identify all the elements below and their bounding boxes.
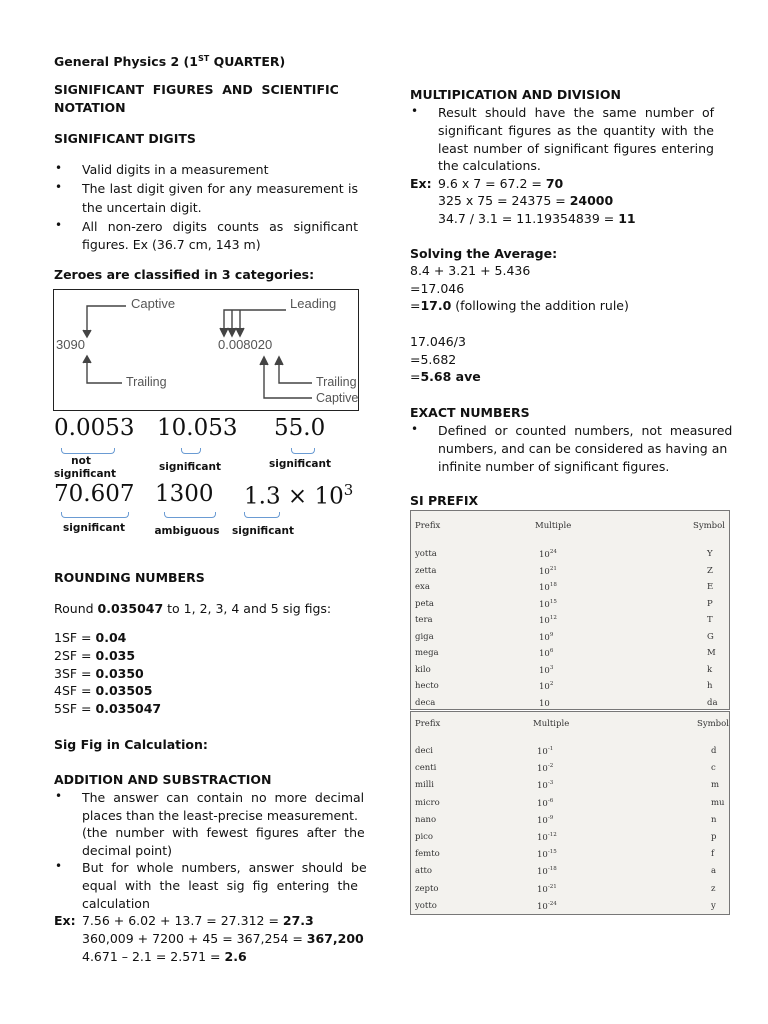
multdiv-example: 9.6 x 7 = 67.2 = 70 [434,176,564,191]
leading-label: Leading [290,296,337,311]
table-cell-multiple: $10^{-12}$ [537,832,557,843]
table-cell-prefix: exa [415,582,430,592]
table-cell-prefix: tera [415,615,433,625]
addsub-ex-label: Ex: [54,913,76,928]
bullet-dot: • [55,217,63,232]
table-cell-symbol: a [711,866,717,877]
diagram-number-0008020: 0.008020 [218,337,273,352]
example-number: 55.0 [274,415,326,441]
example-number: 10.053 [157,415,238,441]
example-number: 1300 [155,481,214,507]
table-cell-prefix: femto [415,849,440,860]
table-cell-symbol: n [711,814,717,825]
table-cell-prefix: zepto [415,883,439,894]
table-cell-prefix: mega [415,648,439,658]
table-cell-multiple: $10^{-24}$ [537,900,557,912]
rounding-row: 1SF = 0.04 [54,630,127,645]
table-cell-multiple: $10^{-9}$ [537,814,554,826]
table-cell-prefix: deci [415,746,433,756]
example-brace [61,512,129,518]
table-header-prefix: Prefix [415,521,441,531]
table-header-symbol: Symbol [693,521,725,531]
addsub-heading: ADDITION AND SUBSTRACTION [54,772,272,787]
table-cell-symbol: p [711,832,717,842]
example-label: significant [231,525,295,537]
multdiv-ex-label: Ex: [410,176,432,191]
table-cell-symbol: d [711,746,717,756]
average-result: =17.0 (following the addition rule) [410,298,629,313]
table-cell-multiple: $10^{-1}$ [537,746,554,757]
table-cell-prefix: milli [415,780,434,791]
bullet-dot: • [411,422,419,436]
zeroes-heading: Zeroes are classified in 3 categories: [54,267,315,282]
bullet-line: (the number with fewest figures after the [82,825,365,841]
captive-label-2: Captive [316,391,359,405]
table-cell-symbol: z [711,883,716,894]
rounding-heading: ROUNDING NUMBERS [54,570,205,585]
example-brace [244,512,280,518]
section-title-line-2: NOTATION [54,100,126,115]
table-cell-multiple: $10^{-3}$ [537,780,554,792]
table-header-symbol: Symbol [697,719,729,729]
table-header-multiple: Multiple [535,521,572,531]
table-cell-prefix: hecto [415,681,439,691]
addsub-example: 360,009 + 7200 + 45 = 367,254 = 367,200 [82,931,364,946]
table-cell-multiple: $10^{-2}$ [537,763,554,775]
table-cell-symbol: T [707,615,713,625]
addsub-example: 4.671 – 2.1 = 2.571 = 2.6 [82,949,247,964]
example-label: significant [268,458,332,470]
table-cell-prefix: yotto [415,900,437,911]
division-line: 17.046/3 [410,334,466,349]
table-cell-prefix: kilo [415,664,431,675]
bullet-line: the calculations. [438,158,541,174]
table-cell-prefix: micro [415,797,440,808]
table-cell-multiple: $10^{12}$ [539,615,557,626]
table-header-prefix: Prefix [415,719,441,729]
table-cell-prefix: yotta [415,549,437,559]
bullet-line: All non-zero digits counts as significant [82,218,358,234]
bullet-line: places than the least-precise measurement. [82,807,358,823]
section-title-line-1: SIGNIFICANT FIGURES AND SCIENTIFIC [54,82,339,97]
rounding-row: 2SF = 0.035 [54,647,136,663]
bullet-line: Valid digits in a measurement [82,162,269,177]
table-cell-symbol: E [707,582,714,592]
table-cell-symbol: c [711,763,716,774]
bullet-line: calculation [82,895,150,911]
table-cell-multiple: 10 [539,698,550,709]
table-cell-symbol: h [707,681,713,691]
bullet-line: numbers, and can be considered as having an [438,440,728,456]
diagram-number-3090: 3090 [56,337,85,352]
table-cell-symbol: y [711,900,716,911]
bullet-dot: • [411,104,419,118]
example-brace [181,448,201,454]
bullet-line: equal with the least sig fig entering the [82,878,358,893]
table-cell-prefix: pico [415,832,434,842]
table-cell-multiple: $10^{-21}$ [537,883,557,895]
example-label: ambiguous [154,525,220,537]
bullet-line: The answer can contain no more decimal [82,790,365,805]
zeroes-diagram [53,289,359,411]
example-label: significant [62,522,126,534]
table-cell-multiple: $10^{21}$ [539,565,557,577]
bullet-dot: • [55,161,63,175]
addsub-example: 7.56 + 6.02 + 13.7 = 27.312 = 27.3 [78,913,314,928]
table-cell-multiple: $10^{-15}$ [537,849,557,861]
bullet-line: the uncertain digit. [82,199,202,215]
table-cell-prefix: peta [415,598,434,609]
bullet-line: Result should have the same number of [438,105,714,120]
example-number: 70.607 [54,481,135,507]
bullet-line: Defined or counted numbers, not measured [438,423,733,438]
table-cell-multiple: $10^{15}$ [539,598,557,610]
table-cell-multiple: $10^3$ [539,664,554,676]
division-result: =5.68 ave [410,369,481,384]
table-cell-symbol: m [711,780,720,791]
table-cell-multiple: $10^2$ [539,681,554,692]
example-number: $1.3 \times 10^3$ [244,481,354,510]
multdiv-example: 325 x 75 = 24375 = 24000 [438,193,614,208]
bullet-dot: • [55,859,63,874]
exact-numbers-heading: EXACT NUMBERS [410,405,530,420]
table-cell-prefix: centi [415,763,437,774]
example-label: not significant [54,455,117,480]
bullet-line: But for whole numbers, answer should be [82,860,367,876]
table-cell-symbol: k [707,664,713,675]
rounding-row: 4SF = 0.03505 [54,683,153,699]
example-brace [164,512,216,518]
table-cell-symbol: mu [711,797,725,808]
bullet-dot: • [55,180,63,194]
table-cell-symbol: f [711,849,715,860]
division-line: =5.682 [410,352,457,367]
table-cell-prefix: nano [415,814,437,825]
bullet-dot: • [55,789,63,803]
si-prefix-table-small [410,711,730,915]
rounding-instruction: Round 0.035047 to 1, 2, 3, 4 and 5 sig figs: [54,601,332,616]
bullet-line: decimal point) [82,842,173,858]
rounding-row: 5SF = 0.035047 [54,701,162,717]
table-cell-symbol: Y [707,549,713,559]
table-cell-multiple: $10^{-6}$ [537,797,554,809]
multdiv-example: 34.7 / 3.1 = 11.19354839 = 11 [438,211,636,226]
captive-label: Captive [131,296,176,311]
example-brace [61,448,115,454]
table-cell-symbol: G [707,631,714,642]
table-cell-multiple: $10^9$ [539,631,554,643]
table-cell-multiple: $10^{-18}$ [537,866,557,878]
table-cell-multiple: $10^{24}$ [539,549,557,560]
multdiv-heading: MULTIPICATION AND DIVISION [410,87,621,102]
trailing-label-1: Trailing [126,375,167,389]
bullet-line: figures. Ex (36.7 cm, 143 m) [82,237,261,252]
si-prefix-heading: SI PREFIX [410,493,479,508]
bullet-line: The last digit given for any measurement is [82,181,358,196]
bullet-line: significant figures as the quantity with the [438,122,714,138]
table-cell-symbol: da [707,697,718,708]
table-header-multiple: Multiple [533,719,570,729]
example-brace [291,448,315,454]
bullet-line: least number of significant figures entering [438,140,714,156]
example-number: 0.0053 [54,415,135,441]
bullet-line: infinite number of significant figures. [438,458,670,474]
si-prefix-table-large [410,510,730,710]
sig-digits-heading: SIGNIFICANT DIGITS [54,131,196,146]
average-heading: Solving the Average: [410,246,558,261]
average-line: 8.4 + 3.21 + 5.436 [410,263,531,278]
table-cell-prefix: zetta [415,565,437,576]
example-label: significant [158,461,222,473]
table-cell-prefix: deca [415,697,436,708]
table-cell-prefix: atto [415,866,433,877]
rounding-row: 3SF = 0.0350 [54,665,144,681]
table-cell-symbol: Z [707,565,713,576]
table-cell-multiple: $10^{18}$ [539,582,557,593]
page-title: General Physics 2 (1ST QUARTER) [54,53,286,70]
table-cell-symbol: M [707,648,716,658]
sigfig-calc-heading: Sig Fig in Calculation: [54,737,208,752]
table-cell-prefix: giga [415,631,434,642]
table-cell-multiple: $10^6$ [539,648,554,659]
trailing-label-2: Trailing [316,375,357,389]
average-line: =17.046 [410,281,465,296]
table-cell-symbol: P [707,598,713,609]
